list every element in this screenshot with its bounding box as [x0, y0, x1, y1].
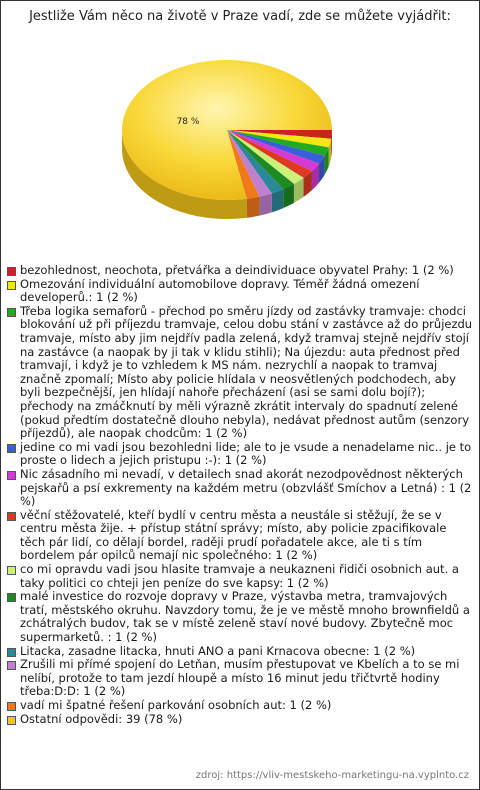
legend-item [7, 468, 473, 509]
legend-swatch [7, 702, 16, 711]
legend-item [7, 305, 473, 441]
legend-label: malé investice do rozvoje dopravy v Praze, výstavba metra, tramvajových tratí, městského okruhu. Navzdory tomu, že je ve městě mnoho brownfieldů a zchátralých budov, tak se v místě zeleně staví nové budovy. Zbytečně moc supermarketů. : 1 (2 %) [20, 589, 470, 645]
legend-item [7, 658, 473, 699]
legend [7, 264, 473, 726]
legend-item [7, 264, 473, 278]
legend-label: věční stěžovatelé, kteří bydlí v centru města a neustále si stěžují, že se v centru města žije. + přístup státní správy; místo, aby policie zpacifikovale těch pár lidí, co dělají bordel, raději prudí pořadatele akce, ale ti s tím bordelem pár opilců nemají nic společného: 1 (2 %) [20, 507, 447, 563]
legend-swatch [7, 661, 16, 670]
pie-slice-side [247, 197, 260, 218]
legend-label: co mi opravdu vadi jsou hlasite tramvaje a neukazneni řidiči osobnich aut. a taky politici co chteji jen peníze do sve kapsy: 1 (2 %) [20, 562, 459, 590]
pie-slices [122, 60, 332, 200]
legend-item [7, 590, 473, 644]
legend-label: vadí mi špatné řešení parkování osobních aut: 1 (2 %) [20, 698, 332, 712]
legend-swatch [7, 444, 16, 453]
legend-swatch [7, 512, 16, 521]
pie-slice-side [259, 193, 271, 215]
legend-item [7, 509, 473, 563]
legend-item [7, 713, 473, 727]
legend-item [7, 563, 473, 590]
legend-swatch [7, 648, 16, 657]
legend-swatch [7, 308, 16, 317]
legend-item [7, 699, 473, 713]
pie-label-78: 78 % [176, 117, 200, 127]
legend-swatch [7, 716, 16, 725]
legend-label: bezohlednost, neochota, přetvářka a deindividuace obyvatel Prahy: 1 (2 %) [20, 263, 454, 277]
legend-swatch [7, 593, 16, 602]
legend-label: Zrušili mi přímé spojení do Letňan, musím přestupovat ve Kbelích a to se mi nelíbí, protože to tam jezdí hloupě a místo 16 minut jedu třičtvrtě hodiny třeba:D:D: 1 (2 %) [20, 657, 460, 699]
source-credit: zdroj: https://vliv-mestskeho-marketingu-na.vyplnto.cz [195, 770, 469, 781]
legend-swatch [7, 566, 16, 575]
legend-label: Litacka, zasadne litacka, hnuti ANO a pani Krnacova obecne: 1 (2 %) [20, 643, 416, 658]
chart-title: Jestliže Vám něco na životě v Praze vadí, zde se můžete vyjádřit: [29, 9, 451, 24]
legend-item [7, 441, 473, 468]
legend-label: Omezování individuální automobilove dopravy. Téměř žádná omezení developerů.: 1 (2 %) [20, 276, 420, 305]
legend-label: Třeba logika semaforů - přechod po směru jízdy od zastávky tramvaje: chodci blokování už při příjezdu tramvaje, celou dobu stání v zastávce až do průjezdu tramvaje, místo aby jim nejdřív padla zelená, když tramvaj stejně nejdřív stojí na zastávce (a naopak by ji tak v klidu stihli); Na újezdu: auta přednost před tramvají, i když je to vzhledem k MS nám. nezrychlí a naopak to tramvaj značně zpomalí; Místo aby policie hlídala v neosvětlených podchodech, aby byli bezpečnější, jen hlídají nahoře přecházení (asi se sami dolu bojí?); přechody na zmáčknutí by měli výrazně zkrátit intervaly do spadnutí zelené (pokud předtím dostatečně dlouho nebyla), nedávat přednost autům (senzory příjezdů), ale naopak chodcům: 1 (2 %) [20, 303, 473, 441]
legend-swatch [7, 281, 16, 290]
legend-label: Ostatní odpovědi: 39 (78 %) [20, 711, 183, 726]
legend-swatch [7, 267, 16, 276]
legend-label: Nic zásadního mi nevadí, v detailech snad akorát nezodpovědnost některých pejskařů a psí exkrementy na každém metru (obzvlášť Smíchov a Letná) : 1 (2 %) [20, 466, 472, 509]
legend-item [7, 645, 473, 659]
legend-item [7, 278, 473, 305]
pie-chart [0, 0, 480, 262]
legend-label: jedine co mi vadi jsou bezohledni lide; ale to je vsude a nenadelame nic.. je to proste o lidech a jejich pristupu :-): 1 (2 %) [20, 439, 472, 468]
legend-swatch [7, 471, 16, 480]
